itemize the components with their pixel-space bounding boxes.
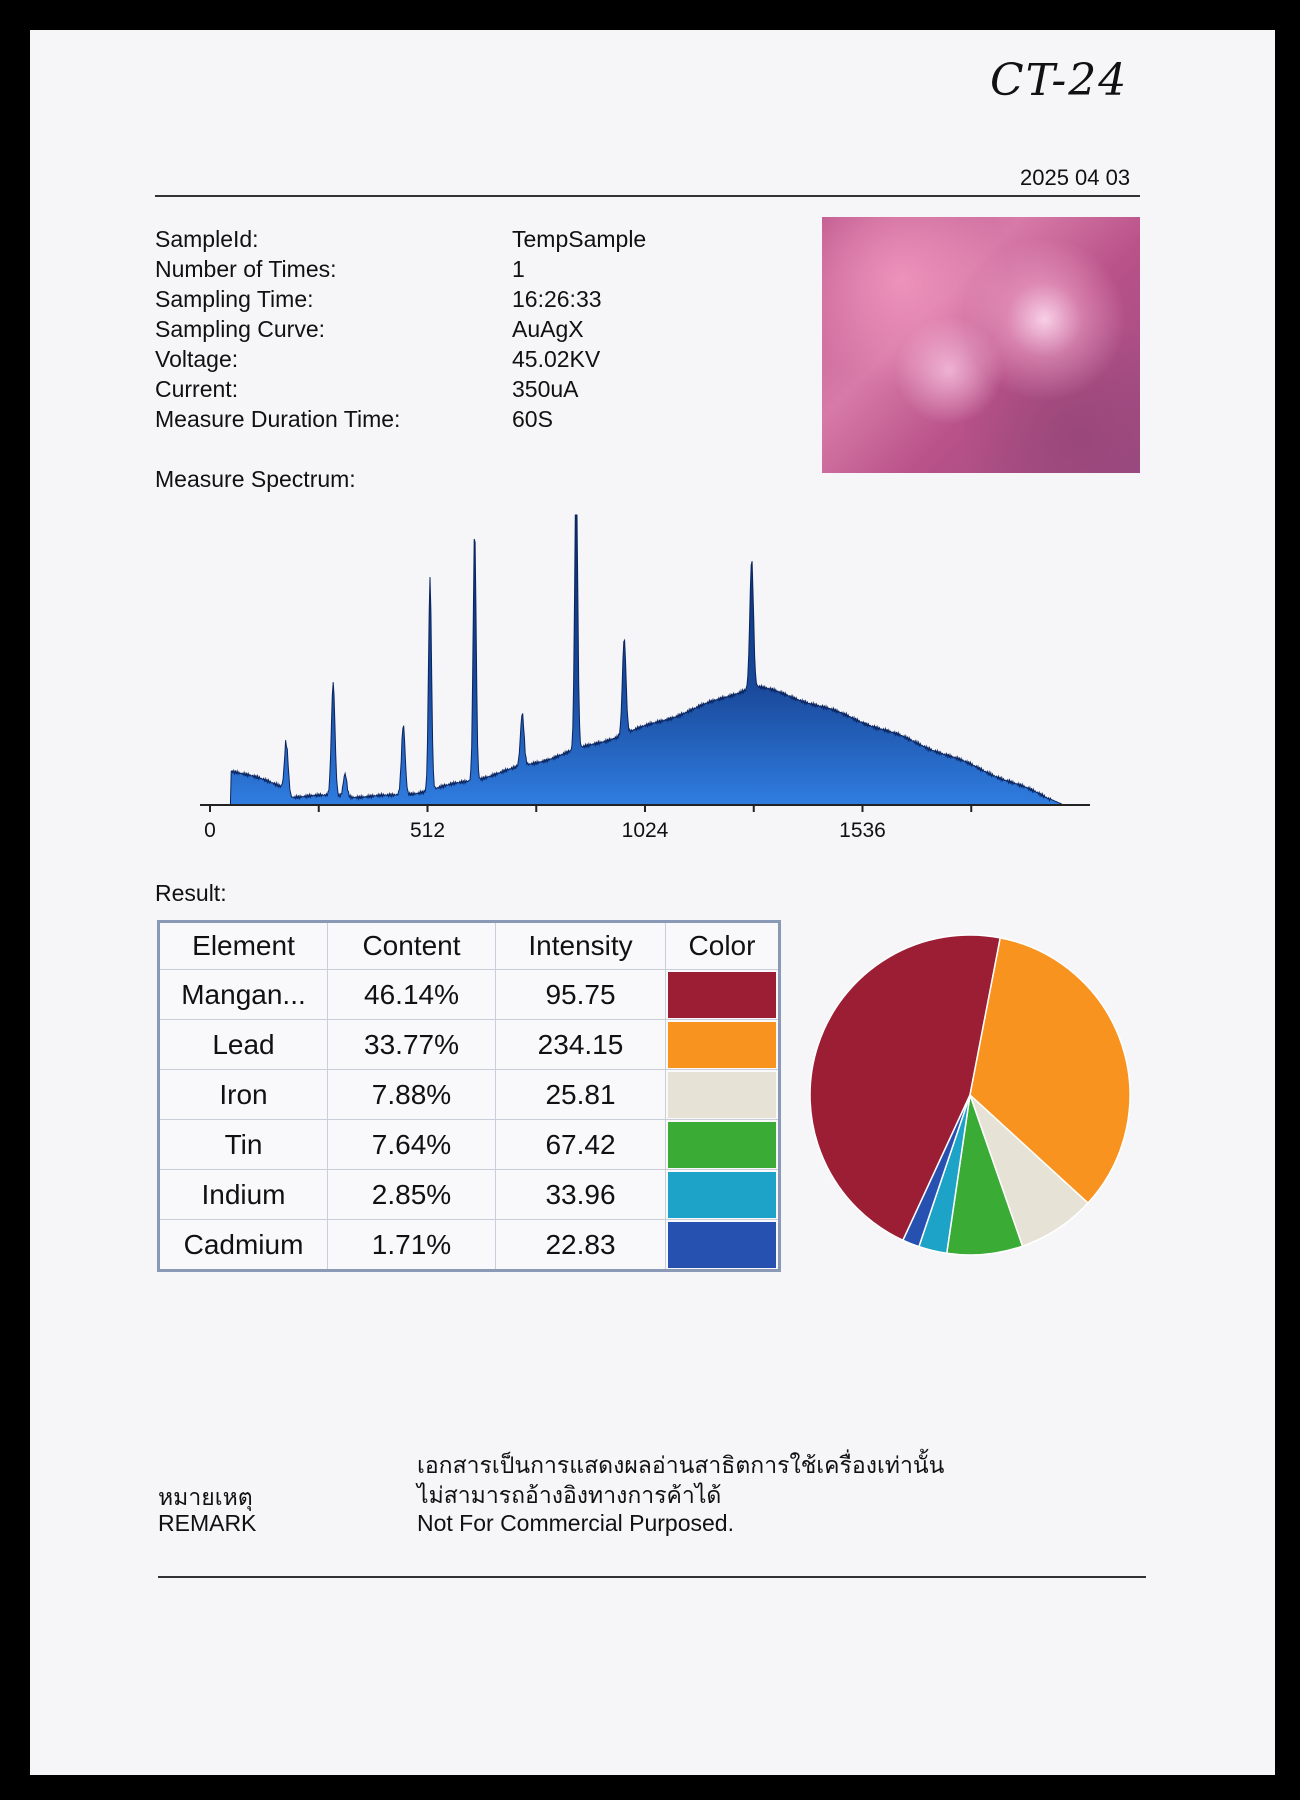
number-of-times-value: 1	[512, 256, 525, 282]
top-divider	[155, 195, 1140, 197]
table-header-row	[159, 922, 780, 970]
color-swatch	[668, 1122, 776, 1168]
color-cell	[666, 1070, 780, 1120]
spectrum-tick-label: 1024	[621, 819, 669, 842]
voltage-label: Voltage:	[155, 346, 239, 372]
sampling-time-value: 16:26:33	[512, 286, 602, 312]
spectrum-chart	[200, 500, 1100, 850]
measure-duration-value: 60S	[512, 406, 553, 432]
color-swatch	[668, 1022, 776, 1068]
color-swatch	[668, 1222, 776, 1268]
element-cell: Indium	[159, 1170, 328, 1220]
remark-line-3: Not For Commercial Purposed.	[417, 1510, 734, 1536]
remark-label: REMARK	[158, 1510, 257, 1536]
header-content: Content	[328, 922, 496, 970]
table-row	[159, 1020, 780, 1070]
color-cell	[666, 970, 780, 1020]
number-of-times-label: Number of Times:	[155, 256, 337, 282]
content-cell: 7.88%	[328, 1070, 496, 1120]
sampling-time-label: Sampling Time:	[155, 286, 314, 312]
table-row	[159, 1220, 780, 1271]
table-row	[159, 1120, 780, 1170]
spectrum-label: Measure Spectrum:	[155, 466, 356, 492]
header-element: Element	[159, 922, 328, 970]
measure-duration-label: Measure Duration Time:	[155, 406, 401, 432]
color-cell	[666, 1170, 780, 1220]
sample-id-value: TempSample	[512, 226, 647, 252]
table-row	[159, 970, 780, 1020]
content-cell: 46.14%	[328, 970, 496, 1020]
element-cell: Iron	[159, 1070, 328, 1120]
handwritten-code: CT-24	[990, 55, 1129, 106]
voltage-value: 45.02KV	[512, 346, 601, 372]
remark-label-thai: หมายเหตุ	[158, 1484, 253, 1510]
content-cell: 1.71%	[328, 1220, 496, 1271]
element-cell: Lead	[159, 1020, 328, 1070]
current-value: 350uA	[512, 376, 579, 402]
content-cell: 7.64%	[328, 1120, 496, 1170]
content-cell: 33.77%	[328, 1020, 496, 1070]
spectrum-tick-label: 0	[204, 819, 216, 842]
intensity-cell: 67.42	[496, 1120, 666, 1170]
bottom-divider	[158, 1576, 1146, 1578]
intensity-cell: 95.75	[496, 970, 666, 1020]
content-cell: 2.85%	[328, 1170, 496, 1220]
sample-photo	[822, 217, 1140, 473]
element-cell: Cadmium	[159, 1220, 328, 1271]
remark-line-1: เอกสารเป็นการแสดงผลอ่านสาธิตการใช้เครื่องเท่านั้น	[417, 1452, 945, 1478]
color-swatch	[668, 1072, 776, 1118]
intensity-cell: 234.15	[496, 1020, 666, 1070]
current-label: Current:	[155, 376, 239, 402]
intensity-cell: 22.83	[496, 1220, 666, 1271]
color-swatch	[668, 972, 776, 1018]
table-row	[159, 1170, 780, 1220]
intensity-cell: 25.81	[496, 1070, 666, 1120]
color-swatch	[668, 1172, 776, 1218]
remark-line-2: ไม่สามารถอ้างอิงทางการค้าได้	[417, 1482, 722, 1508]
result-table	[157, 920, 781, 1272]
spectrum-area	[227, 515, 1068, 805]
element-cell: Mangan...	[159, 970, 328, 1020]
report-date: 2025 04 03	[1020, 165, 1131, 190]
element-cell: Tin	[159, 1120, 328, 1170]
color-cell	[666, 1120, 780, 1170]
color-cell	[666, 1220, 780, 1271]
spectrum-tick-label: 1536	[839, 819, 886, 842]
sampling-curve-label: Sampling Curve:	[155, 316, 326, 342]
sampling-curve-value: AuAgX	[512, 316, 584, 342]
header-color: Color	[666, 922, 780, 970]
composition-pie-chart	[800, 925, 1140, 1265]
header-intensity: Intensity	[496, 922, 666, 970]
spectrum-tick-label: 512	[409, 819, 446, 842]
table-row	[159, 1070, 780, 1120]
intensity-cell: 33.96	[496, 1170, 666, 1220]
result-label: Result:	[155, 880, 227, 906]
color-cell	[666, 1020, 780, 1070]
sample-id-label: SampleId:	[155, 226, 259, 252]
